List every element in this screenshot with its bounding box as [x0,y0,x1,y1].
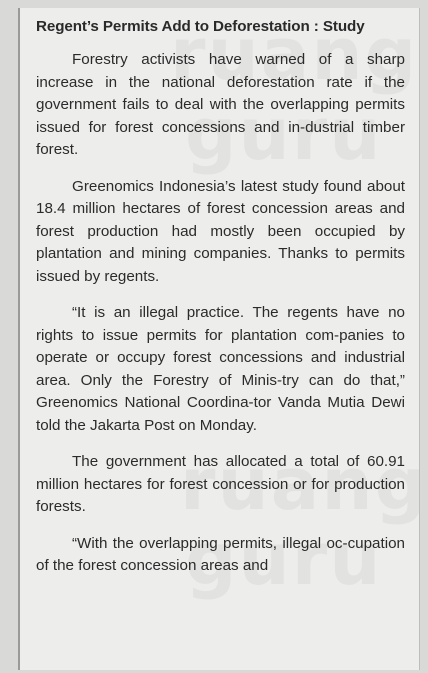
article-paragraph-1: Forestry activists have warned of a sharp increase in the national deforestation rate if the government fails to deal with the overlapping permits issued for forest concessions and in-dustrial timber forest. [36,51,405,158]
article-paragraph-3: “It is an illegal practice. The regents have no rights to issue permits for plantation com-panies to operate or occupy forest concessions and industrial area. Only the Forestry of Minis-try can do that,” Greenomics National Coordina-tor Vanda Mutia Dewi told the Jakarta Post on Monday. [36,304,405,434]
article [20,8,419,578]
article-paragraph-5: “With the overlapping permits, illegal oc-cupation of the forest concession areas and [36,534,405,574]
article-paragraph-4: The government has allocated a total of 60.91 million hectares for forest concession or for production forests. [36,453,405,515]
article-headline: Regent’s Permits Add to Deforestation : Study [36,18,365,35]
document-page [18,8,420,670]
article-paragraph-2: Greenomics Indonesia’s latest study found about 18.4 million hectares of forest concession areas and forest production had mostly been occupied by plantation and mining companies. Thanks to permits issued by regents. [36,177,405,285]
